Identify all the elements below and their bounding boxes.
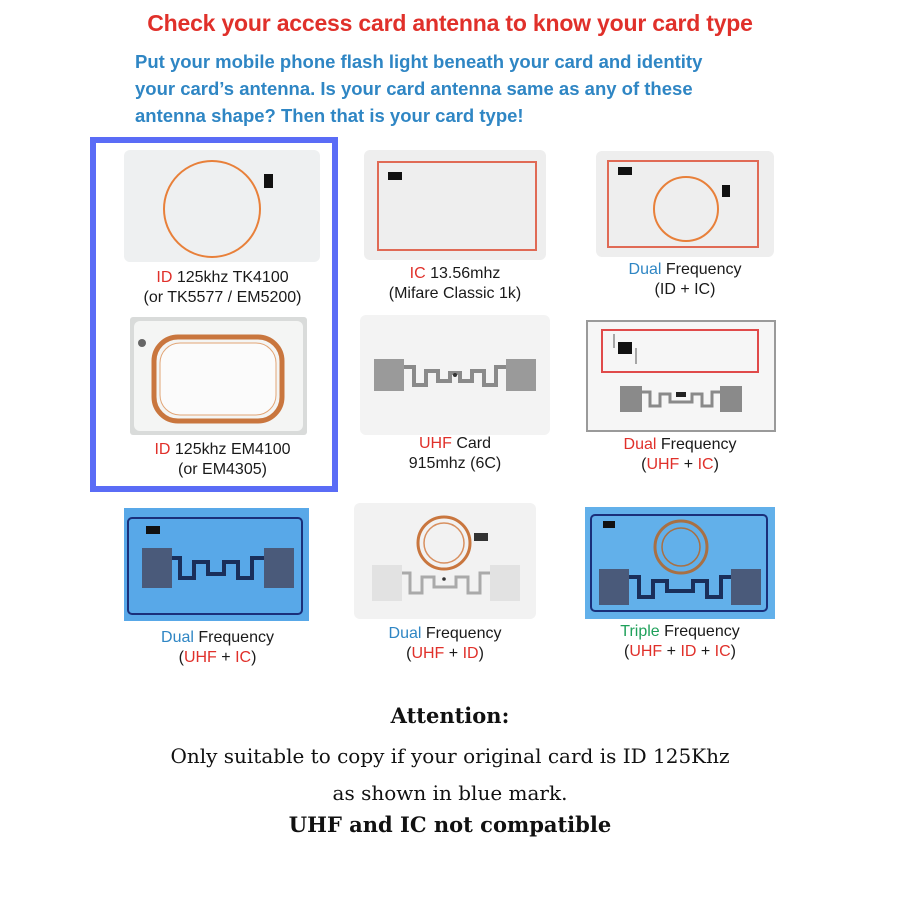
dual-uhf-ic-card-icon: [586, 320, 776, 432]
card-caption-8: [350, 624, 540, 664]
instructions-line-3: antenna shape? Then that is your card type!: [135, 105, 524, 126]
card-caption-3: [590, 260, 780, 300]
caption-4-line-2: (or EM4305): [178, 461, 267, 478]
caption-3-line-2: (ID + IC): [654, 281, 716, 298]
caption-7-line-1: Dual Frequency: [161, 629, 274, 646]
ic-rectangle-antenna-card-icon: [364, 150, 546, 260]
id-coil-card-icon: [124, 150, 320, 262]
attention-heading: Attention:: [390, 703, 510, 728]
caption-2-line-2: (Mifare Classic 1k): [388, 285, 522, 302]
triple-uhf-id-ic-card-icon: [585, 507, 775, 619]
uhf-antenna-card-icon: [360, 315, 550, 435]
card-caption-2: [355, 264, 555, 304]
caption-8-line-2: (UHF + ID): [406, 645, 484, 662]
caption-9-line-1: Triple Frequency: [620, 623, 740, 640]
caption-1-line-2: (or TK5577 / EM5200): [143, 289, 302, 306]
card-caption-9: [585, 622, 775, 662]
id-copper-coil-card-icon: [130, 317, 307, 435]
card-caption-1: [120, 268, 325, 308]
compatibility-note-line-1: Only suitable to copy if your original card is ID 125Khz: [170, 744, 730, 768]
compatibility-note: [0, 738, 900, 812]
caption-7-line-2: (UHF + IC): [178, 649, 257, 666]
card-caption-6: [585, 435, 775, 475]
caption-2-line-1: IC 13.56mhz: [409, 265, 501, 282]
caption-6-line-2: (UHF + IC): [641, 456, 719, 473]
caption-9-line-2: (UHF + ID + IC): [623, 643, 736, 660]
card-caption-7: [120, 628, 315, 668]
caption-5-line-1: UHF Card: [418, 435, 491, 452]
dual-uhf-id-card-icon: [354, 503, 536, 619]
dual-id-ic-card-icon: [596, 151, 774, 257]
dual-uhf-ic-backlit-card-icon: [124, 508, 309, 621]
instructions-line-2: your card’s antenna. Is your card antenna same as any of these: [135, 78, 693, 99]
compatibility-note-line-2: as shown in blue mark.: [332, 781, 568, 805]
caption-6-line-1: Dual Frequency: [623, 436, 737, 453]
caption-4-line-1: ID 125khz EM4100: [154, 441, 291, 458]
card-caption-4: [120, 440, 325, 480]
page-title: Check your access card antenna to know your card type: [147, 10, 753, 36]
caption-8-line-1: Dual Frequency: [388, 625, 502, 642]
card-caption-5: [355, 434, 555, 474]
caption-3-line-1: Dual Frequency: [628, 261, 742, 278]
caption-5-line-2: 915mhz (6C): [408, 455, 502, 472]
instructions: [135, 48, 775, 129]
instructions-line-1: Put your mobile phone flash light beneath your card and identity: [135, 51, 703, 72]
caption-1-line-1: ID 125khz TK4100: [156, 269, 289, 286]
incompatibility-warning: UHF and IC not compatible: [288, 812, 612, 837]
